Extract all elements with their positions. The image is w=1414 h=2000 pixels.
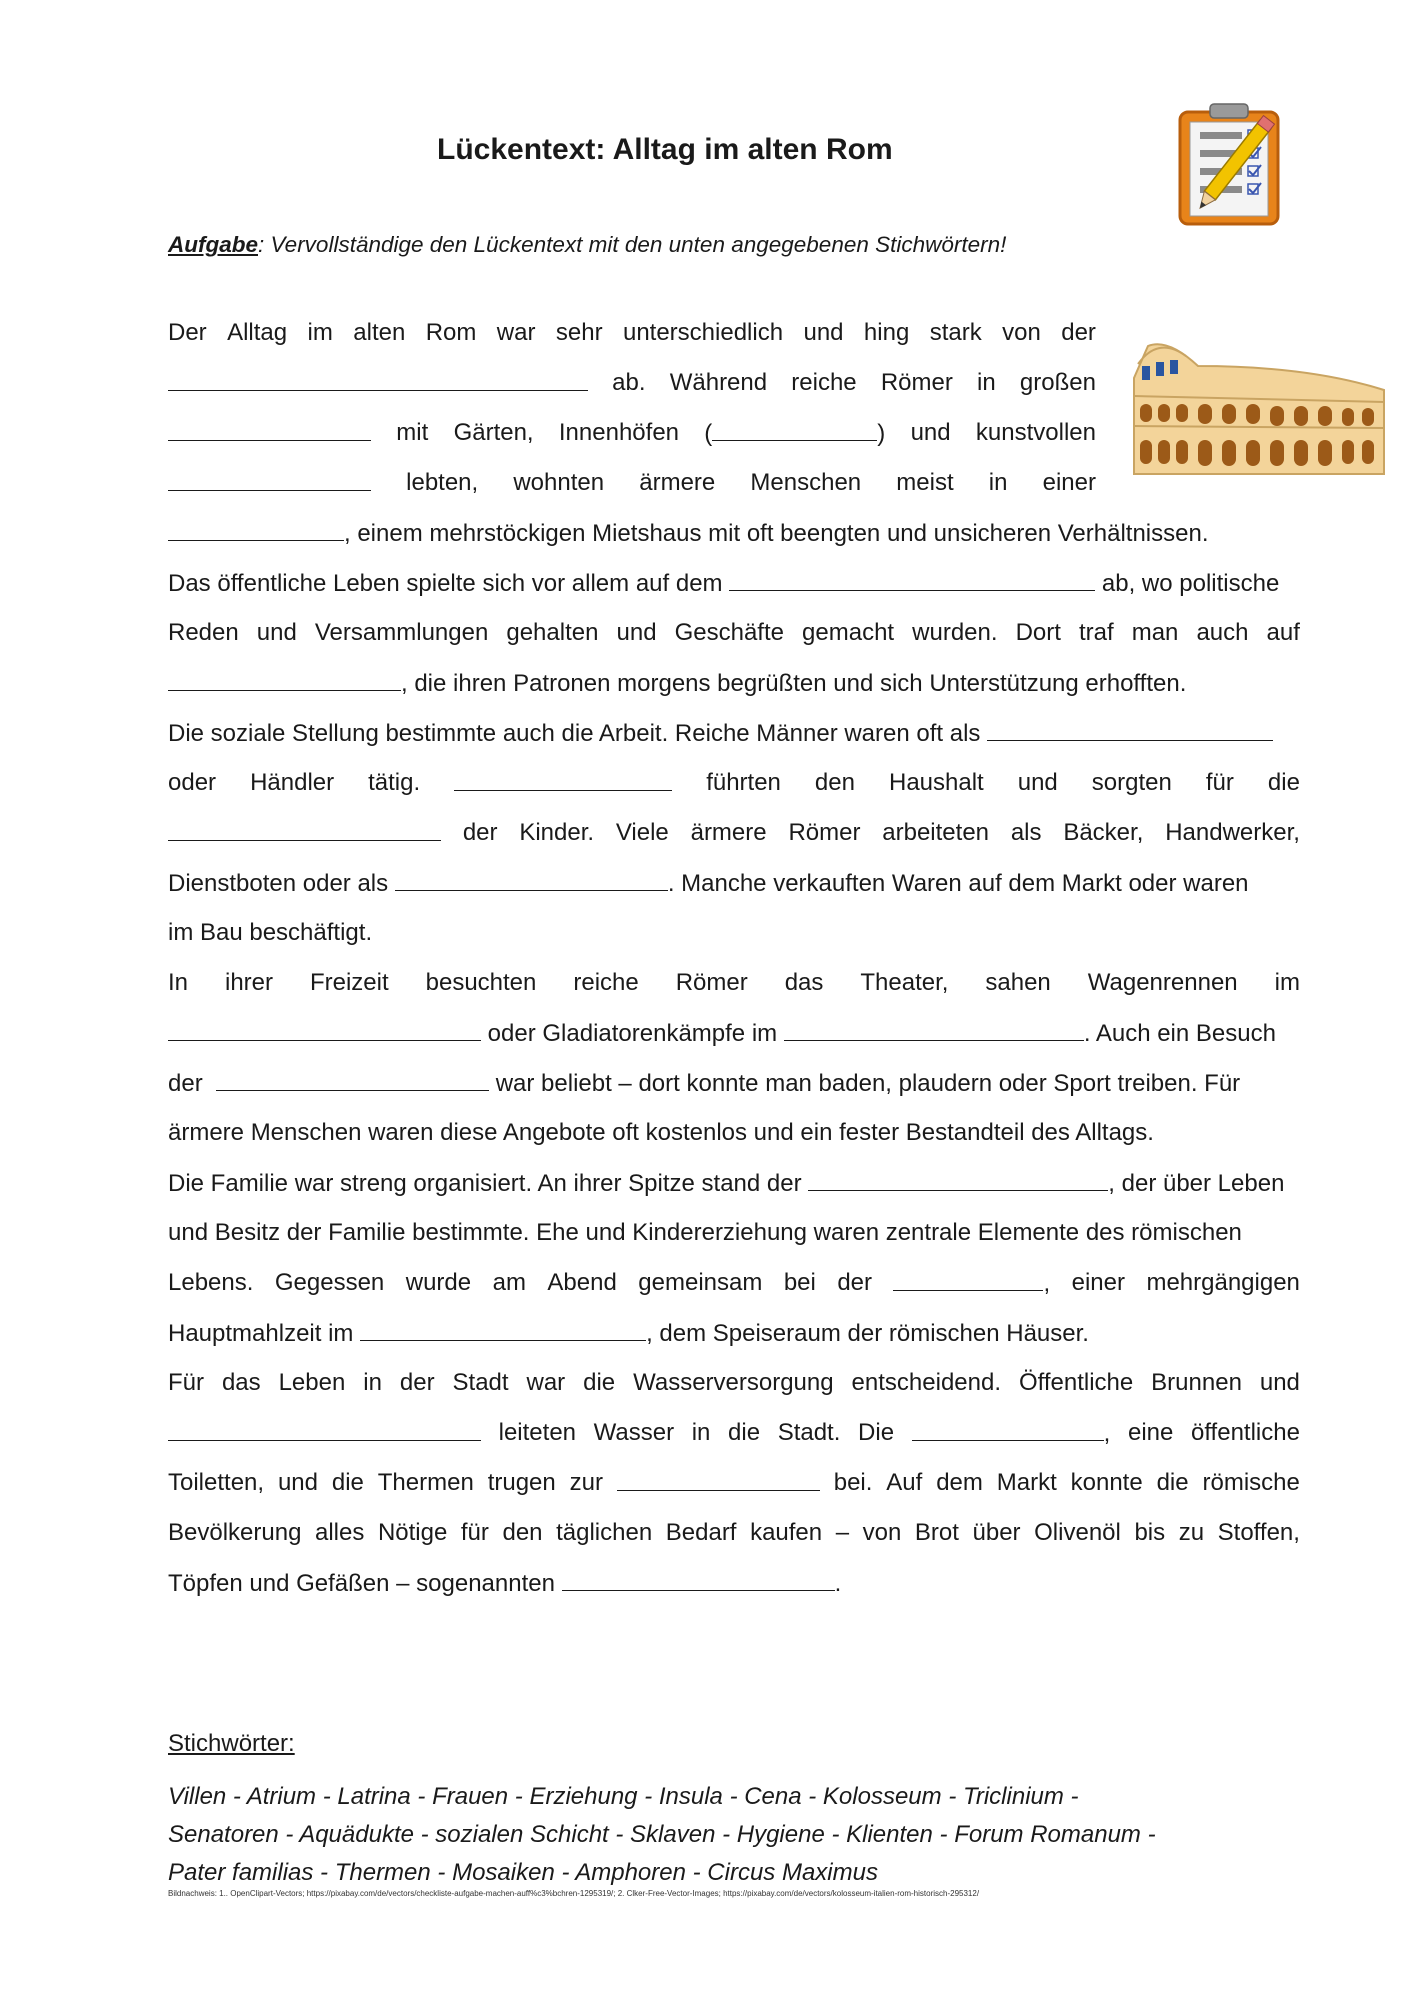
- blank-field[interactable]: [168, 1418, 481, 1441]
- word: arbeiteten: [882, 819, 990, 846]
- word: Abend: [547, 1269, 617, 1296]
- text-line: [168, 868, 1249, 899]
- text-segment: der: [168, 1070, 203, 1097]
- image-credits: Bildnachweis: 1.. OpenClipart-Vectors; https://pixabay.com/de/vectors/checkliste-aufgabe-machen-auff%c3%bchren-1295319/; 2. Clker-Free-Vector-Images; https://pixabay.com/de/vectors/kolosseum-italien-rom-historisch-295312/: [168, 1889, 980, 1898]
- word: Wagenrennen: [1087, 969, 1238, 996]
- close-paren: ): [877, 420, 886, 447]
- word: war: [526, 1369, 566, 1396]
- blank-field[interactable]: [168, 1018, 481, 1041]
- word: Stadt.: [777, 1419, 841, 1446]
- word: einer: [1071, 1269, 1125, 1296]
- blank-with-comma: [912, 1418, 1111, 1449]
- word: eine: [1127, 1419, 1174, 1446]
- word: von: [862, 1519, 902, 1546]
- text-line: [168, 818, 1300, 848]
- blank-field[interactable]: [168, 468, 371, 491]
- word: Dort: [1015, 619, 1061, 646]
- word: wurden.: [912, 619, 998, 646]
- blank-field[interactable]: [168, 418, 371, 441]
- keywords-line: Senatoren - Aquädukte - sozialen Schicht - Sklaven - Hygiene - Klienten - Forum Romanum -: [168, 1821, 1156, 1848]
- text-line: [168, 568, 1279, 599]
- word: dem: [936, 1469, 983, 1496]
- text-line: [168, 1318, 1089, 1349]
- word: Während: [669, 369, 768, 396]
- word: der: [399, 1369, 435, 1396]
- word: Alltag: [227, 319, 288, 346]
- blank-field[interactable]: [784, 1018, 1084, 1041]
- word: der: [462, 819, 498, 846]
- word: gehalten: [506, 619, 599, 646]
- word: unterschiedlich: [622, 319, 784, 346]
- text-segment: Hauptmahlzeit im: [168, 1320, 354, 1347]
- word: als: [1010, 819, 1042, 846]
- text-line: [168, 768, 1300, 798]
- word: alles: [315, 1519, 365, 1546]
- word: für: [460, 1519, 489, 1546]
- text-line: [168, 1518, 1300, 1548]
- word: leiteten: [498, 1419, 577, 1446]
- text-line: [168, 668, 1186, 699]
- word: reiche: [573, 969, 639, 996]
- text-line: [168, 618, 1300, 648]
- word: –: [835, 1519, 850, 1546]
- word: Reden: [168, 619, 239, 646]
- word: in: [988, 469, 1008, 496]
- blank-field[interactable]: [168, 518, 344, 541]
- blank-field[interactable]: [808, 1168, 1108, 1191]
- word: Freizeit: [309, 969, 389, 996]
- word: das: [784, 969, 824, 996]
- word: bei.: [833, 1469, 873, 1496]
- word: die: [728, 1419, 761, 1446]
- word: oder: [168, 769, 217, 796]
- word: am: [492, 1269, 526, 1296]
- word: den: [502, 1519, 543, 1546]
- text-segment: .: [834, 1570, 842, 1597]
- word: Brunnen: [1151, 1369, 1242, 1396]
- blank-field[interactable]: [987, 718, 1273, 741]
- word: war: [496, 319, 536, 346]
- word: gemeinsam: [638, 1269, 763, 1296]
- word: die: [1156, 1469, 1189, 1496]
- word: Markt: [996, 1469, 1057, 1496]
- text-line: [168, 1068, 1240, 1099]
- blank-field[interactable]: [395, 868, 668, 891]
- word: von: [1002, 319, 1041, 346]
- word: täglichen: [556, 1519, 653, 1546]
- word: ab.: [612, 369, 646, 396]
- word: mit: [396, 419, 429, 446]
- word: Bedarf: [665, 1519, 737, 1546]
- word: kunstvollen: [975, 419, 1096, 446]
- text-line: [168, 918, 372, 948]
- word: ärmere: [690, 819, 767, 846]
- blank-field[interactable]: [912, 1418, 1104, 1441]
- word: bei: [783, 1269, 816, 1296]
- word: besuchten: [425, 969, 537, 996]
- word: Händler: [250, 769, 335, 796]
- word: Olivenöl: [1034, 1519, 1121, 1546]
- word: Römer: [675, 969, 748, 996]
- text-segment: Töpfen und Gefäßen – sogenannten: [168, 1570, 555, 1597]
- keywords-heading: Stichwörter:: [168, 1730, 295, 1757]
- word: reiche: [791, 369, 857, 396]
- text-segment: Die soziale Stellung bestimmte auch die Arbeit. Reiche Männer waren oft als: [168, 720, 981, 747]
- word: Stoffen,: [1217, 1519, 1300, 1546]
- text-segment: Die Familie war streng organisiert. An ihrer Spitze stand der: [168, 1170, 802, 1197]
- word: den: [814, 769, 855, 796]
- word: Auf: [886, 1469, 923, 1496]
- blank-field[interactable]: [617, 1468, 820, 1491]
- word: Viele: [615, 819, 669, 846]
- colosseum-icon: [1128, 316, 1388, 478]
- task-instruction: [168, 232, 1006, 258]
- word: Innenhöfen: [558, 419, 680, 446]
- word: zur: [569, 1469, 603, 1496]
- text-segment: oder Gladiatorenkämpfe im: [487, 1020, 778, 1047]
- text-line: [168, 968, 1300, 998]
- word: Bäcker,: [1063, 819, 1144, 846]
- open-paren: (: [704, 420, 713, 447]
- comma: ,: [1043, 1270, 1051, 1297]
- word: Leben: [278, 1369, 346, 1396]
- text-segment: , die ihren Patronen morgens begrüßten und sich Unterstützung erhofften.: [401, 670, 1187, 697]
- text-line: [168, 1268, 1300, 1299]
- word: und: [277, 1469, 318, 1496]
- word: der: [837, 1269, 872, 1296]
- word: Öffentliche: [1018, 1369, 1134, 1396]
- word: sehr: [555, 319, 603, 346]
- task-label: Aufgabe: [168, 232, 258, 257]
- word: sorgten: [1091, 769, 1172, 796]
- word: gemacht: [802, 619, 895, 646]
- text-segment: , der über Leben: [1108, 1170, 1285, 1197]
- word: die: [331, 1469, 364, 1496]
- text-segment: ärmere Menschen waren diese Angebote oft kostenlos und ein fester Bestandteil des Alltags.: [168, 1119, 1154, 1146]
- text-segment: ab, wo politische: [1101, 570, 1280, 597]
- text-line: [168, 418, 1096, 449]
- word: tätig.: [368, 769, 421, 796]
- blank-field[interactable]: [168, 368, 588, 391]
- word: großen: [1019, 369, 1096, 396]
- word: Stadt: [452, 1369, 509, 1396]
- word: trugen: [487, 1469, 556, 1496]
- word: im: [1274, 969, 1300, 996]
- word: römische: [1202, 1469, 1300, 1496]
- comma: ,: [1103, 1420, 1111, 1447]
- text-segment: Dienstboten oder als: [168, 870, 389, 897]
- keywords-line: Villen - Atrium - Latrina - Frauen - Erziehung - Insula - Cena - Kolosseum - Triclinium -: [168, 1783, 1079, 1810]
- word: Die: [858, 1419, 895, 1446]
- blank-field[interactable]: [729, 568, 1095, 591]
- word: wohnten: [513, 469, 605, 496]
- text-segment: , dem Speiseraum der römischen Häuser.: [646, 1320, 1089, 1347]
- word: Wasserversorgung: [633, 1369, 834, 1396]
- word: und: [803, 319, 844, 346]
- text-line: [168, 1368, 1300, 1398]
- word: für: [1205, 769, 1234, 796]
- word: die: [583, 1369, 616, 1396]
- text-line: [168, 518, 1209, 549]
- text-line: [168, 318, 1096, 348]
- text-line: [168, 1568, 841, 1599]
- text-line: [168, 468, 1096, 498]
- text-segment: . Manche verkauften Waren auf dem Markt oder waren: [667, 870, 1249, 897]
- clipboard-checklist-icon: [1166, 100, 1286, 228]
- word: In: [168, 969, 189, 996]
- word: im: [307, 319, 333, 346]
- word: Thermen: [377, 1469, 474, 1496]
- word: Kinder.: [519, 819, 595, 846]
- blank-field[interactable]: [168, 818, 441, 841]
- text-line: [168, 718, 1273, 749]
- word: und: [1017, 769, 1058, 796]
- word: in: [691, 1419, 711, 1446]
- word: Römer: [880, 369, 953, 396]
- blank-field[interactable]: [562, 1568, 835, 1591]
- word: sahen: [985, 969, 1051, 996]
- word: Theater,: [860, 969, 949, 996]
- word: Bevölkerung: [168, 1519, 302, 1546]
- text-line: [168, 1468, 1300, 1498]
- blank-field[interactable]: [360, 1318, 646, 1341]
- word: zu: [1178, 1519, 1205, 1546]
- word: und: [616, 619, 657, 646]
- text-segment: im Bau beschäftigt.: [168, 919, 373, 946]
- word: ihrer: [224, 969, 273, 996]
- word: Römer: [788, 819, 861, 846]
- word: mehrgängigen: [1146, 1269, 1300, 1296]
- blank-field[interactable]: [712, 418, 877, 441]
- word: Geschäfte: [674, 619, 784, 646]
- text-line: [168, 1418, 1300, 1449]
- word: bis: [1134, 1519, 1166, 1546]
- word: über: [972, 1519, 1021, 1546]
- word: in: [363, 1369, 382, 1396]
- text-line: [168, 1168, 1284, 1199]
- word: Toiletten,: [168, 1469, 265, 1496]
- word: man: [1131, 619, 1179, 646]
- word: die: [1267, 769, 1300, 796]
- word: konnte: [1070, 1469, 1143, 1496]
- word: einer: [1042, 469, 1096, 496]
- word: Für: [168, 1369, 204, 1396]
- paren-blank: [704, 418, 885, 449]
- word: Haushalt: [888, 769, 984, 796]
- word: öffentliche: [1190, 1419, 1300, 1446]
- text-segment: , einem mehrstöckigen Mietshaus mit oft beengten und unsicheren Verhältnissen.: [344, 520, 1209, 547]
- blank-with-comma: [893, 1268, 1050, 1299]
- text-line: [168, 1218, 1242, 1248]
- word: Versammlungen: [314, 619, 489, 646]
- word: Handwerker,: [1165, 819, 1300, 846]
- word: traf: [1078, 619, 1114, 646]
- word: hing: [863, 319, 910, 346]
- word: Brot: [914, 1519, 959, 1546]
- text-line: [168, 1118, 1154, 1148]
- text-line: [168, 368, 1096, 398]
- word: der: [1061, 319, 1096, 346]
- text-segment: war beliebt – dort konnte man baden, plaudern oder Sport treiben. Für: [495, 1070, 1241, 1097]
- task-text: : Vervollständige den Lückentext mit den unten angegebenen Stichwörtern!: [258, 232, 1007, 257]
- blank-field[interactable]: [454, 768, 672, 791]
- word: in: [977, 369, 996, 396]
- text-segment: und Besitz der Familie bestimmte. Ehe und Kindererziehung waren zentrale Elemente des römischen: [168, 1219, 1242, 1246]
- text-segment: Das öffentliche Leben spielte sich vor allem auf dem: [168, 570, 723, 597]
- word: lebten,: [406, 469, 479, 496]
- blank-field[interactable]: [216, 1068, 489, 1091]
- word: Menschen: [750, 469, 862, 496]
- word: alten: [353, 319, 406, 346]
- word: kaufen: [750, 1519, 823, 1546]
- text-segment: . Auch ein Besuch: [1083, 1020, 1276, 1047]
- word: und: [256, 619, 297, 646]
- word: auf: [1266, 619, 1300, 646]
- keywords-line: Pater familias - Thermen - Mosaiken - Amphoren - Circus Maximus: [168, 1859, 878, 1886]
- word: Rom: [425, 319, 477, 346]
- text-line: [168, 1018, 1276, 1049]
- word: Gegessen: [274, 1269, 385, 1296]
- word: meist: [896, 469, 954, 496]
- word: das: [221, 1369, 261, 1396]
- word: stark: [929, 319, 982, 346]
- word: und: [910, 419, 951, 446]
- word: und: [1259, 1369, 1300, 1396]
- word: entscheidend.: [851, 1369, 1001, 1396]
- word: ärmere: [639, 469, 716, 496]
- word: Gärten,: [453, 419, 534, 446]
- blank-field[interactable]: [893, 1268, 1043, 1291]
- word: führten: [706, 769, 781, 796]
- blank-field[interactable]: [168, 668, 401, 691]
- word: Lebens.: [168, 1269, 254, 1296]
- word: Der: [168, 319, 207, 346]
- word: Nötige: [377, 1519, 448, 1546]
- page-title: Lückentext: Alltag im alten Rom: [437, 133, 893, 166]
- word: auch: [1196, 619, 1249, 646]
- word: wurde: [405, 1269, 472, 1296]
- word: Wasser: [593, 1419, 675, 1446]
